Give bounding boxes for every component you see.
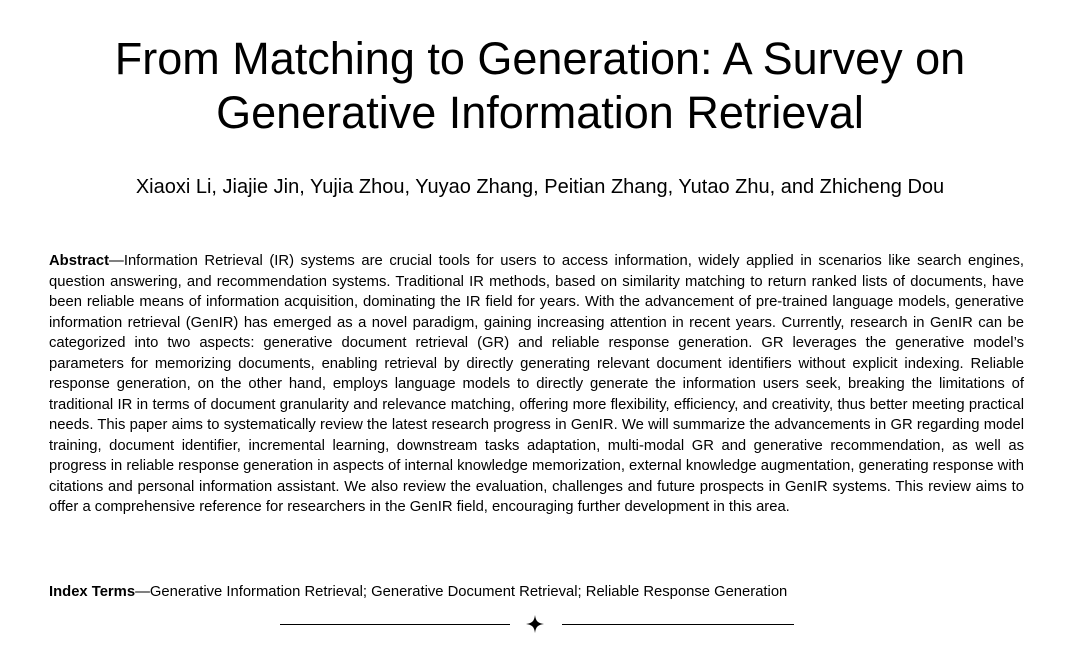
abstract-label: Abstract [49, 253, 110, 269]
abstract-paragraph [49, 251, 1024, 518]
title-line-1: From Matching to Generation: A Survey on [114, 33, 966, 84]
four-point-star-icon [526, 615, 544, 633]
section-divider [280, 614, 794, 634]
title-line-2: Generative Information Retrieval [216, 87, 864, 138]
divider-rule-left [280, 624, 510, 625]
paper-title [0, 32, 1080, 140]
author-list: Xiaoxi Li, Jiajie Jin, Yujia Zhou, Yuyao Zhang, Peitian Zhang, Yutao Zhu, and Zhicheng Dou [135, 176, 945, 198]
index-terms-label: Index Terms [49, 584, 136, 600]
abstract-text: —Information Retrieval (IR) systems are crucial tools for users to access information, widely applied in scenarios like search engines, question answering, and recommendation systems. Traditional IR methods, based on similarity matching to return ranked lists of documents, have been reliable means of information acquisition, dominating the IR field for years. With the advancement of pre-trained language models, generative information retrieval (GenIR) has emerged as a novel paradigm, gaining increasing attention in recent years. Currently, research in GenIR can be categorized into two aspects: generative document retrieval (GR) and reliable response generation. GR leverages the generative model’s parameters for memorizing documents, enabling retrieval by directly generating relevant document identifiers without explicit indexing. Reliable response generation, on the other hand, employs language models to directly generate the information users seek, breaking the limitations of traditional IR in terms of document granularity and relevance matching, offering more flexibility, efficiency, and creativity, thus better meeting practical needs. This paper aims to systematically review the latest research progress in GenIR. We will summarize the advancements in GR regarding model training, document identifier, incremental learning, downstream tasks adaptation, multi-modal GR and generative recommendation, as well as progress in reliable response generation in aspects of internal knowledge memorization, external knowledge augmentation, generating response with citations and personal information assistant. We also review the evaluation, challenges and future prospects in GenIR systems. This review aims to offer a comprehensive reference for researchers in the GenIR field, encouraging further development in this area. [49, 253, 1024, 515]
index-terms-text: —Generative Information Retrieval; Generative Document Retrieval; Reliable Response Generation [135, 584, 788, 600]
divider-rule-right [562, 624, 794, 625]
index-terms-paragraph [49, 582, 1024, 602]
